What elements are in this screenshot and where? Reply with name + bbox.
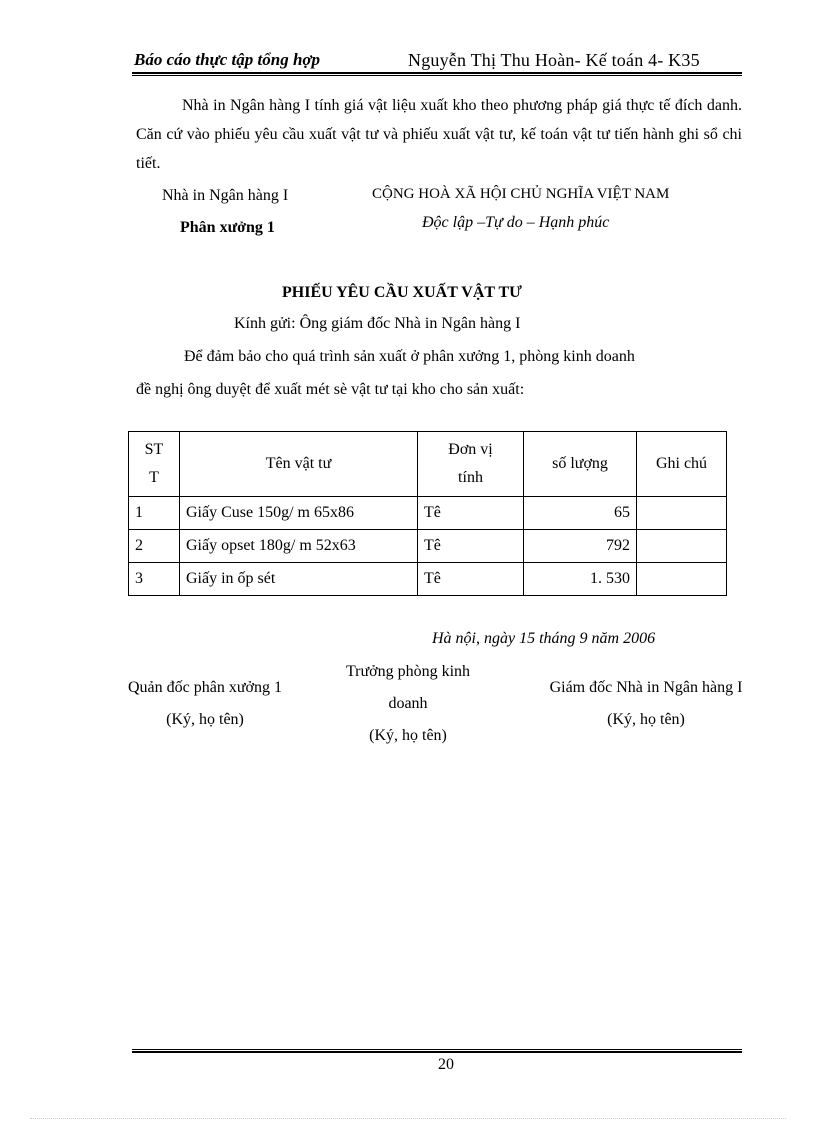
- org-name: Nhà in Ngân hàng I: [162, 187, 289, 204]
- signature-note: (Ký, họ tên): [369, 727, 447, 744]
- row-name: Giấy Cuse 150g/ m 65x86: [180, 497, 418, 530]
- table-row: [129, 497, 727, 530]
- table-row: [129, 563, 727, 596]
- header-stt-line2: T: [149, 469, 159, 486]
- footer-rule: [132, 1049, 742, 1053]
- row-note: [637, 530, 727, 563]
- row-unit: Tê: [418, 530, 524, 563]
- materials-table: [128, 431, 727, 596]
- national-title: CỘNG HOÀ XÃ HỘI CHỦ NGHĨA VIỆT NAM: [372, 186, 670, 202]
- page-number: 20: [438, 1056, 454, 1073]
- table-header-row: [129, 432, 727, 497]
- header-name: Tên vật tư: [180, 432, 418, 497]
- org-department: Phân xưởng 1: [180, 219, 275, 236]
- intro-paragraph: Nhà in Ngân hàng I tính giá vật liệu xuất kho theo phương pháp giá thực tế đích danh. Căn cứ vào phiếu yêu cầu xuất vật tư và phiếu xuất vật tư, kế toán vật tư tiến hành ghi sổ chi tiết.: [136, 97, 742, 172]
- form-request-line1: Để đảm bảo cho quá trình sản xuất ở phân xưởng 1, phòng kinh doanh: [184, 348, 635, 365]
- form-addressee: Kính gửi: Ông giám đốc Nhà in Ngân hàng I: [234, 315, 521, 332]
- signature-title-line1: Trưởng phòng kinh: [345, 663, 471, 680]
- header-stt-line1: ST: [144, 441, 164, 458]
- form-title: PHIẾU YÊU CẦU XUẤT VẬT TƯ: [282, 284, 522, 301]
- header-qty: số lượng: [524, 432, 637, 497]
- signature-note: (Ký, họ tên): [166, 711, 244, 728]
- signature-title-line2: doanh: [388, 695, 428, 712]
- row-name: Giấy in ốp sét: [180, 563, 418, 596]
- row-qty: 65: [524, 497, 637, 530]
- signature-title: Quản đốc phân xưởng 1: [128, 679, 282, 696]
- header-unit-line2: tính: [458, 469, 483, 486]
- row-qty: 792: [524, 530, 637, 563]
- national-motto: Độc lập –Tự do – Hạnh phúc: [422, 214, 610, 231]
- signature-note: (Ký, họ tên): [607, 711, 685, 728]
- row-stt: 2: [129, 530, 180, 563]
- header-report-title: Báo cáo thực tập tổng hợp: [134, 50, 321, 69]
- form-request-line2: đề nghị ông duyệt để xuất mét sè vật tư tại kho cho sản xuất:: [136, 381, 525, 398]
- row-qty: 1. 530: [524, 563, 637, 596]
- header-author: Nguyễn Thị Thu Hoàn- Kế toán 4- K35: [408, 50, 700, 70]
- signature-workshop-manager: [100, 672, 310, 736]
- header-rule: [132, 72, 742, 76]
- signature-title: Giám đốc Nhà in Ngân hàng I: [549, 679, 743, 696]
- page-edge-divider: [30, 1118, 786, 1119]
- header-unit: [418, 432, 524, 497]
- date-line: Hà nội, ngày 15 tháng 9 năm 2006: [432, 630, 656, 647]
- row-stt: 3: [129, 563, 180, 596]
- signature-director: [512, 672, 780, 736]
- table-row: [129, 530, 727, 563]
- header-stt: [129, 432, 180, 497]
- row-unit: Tê: [418, 497, 524, 530]
- row-note: [637, 563, 727, 596]
- row-stt: 1: [129, 497, 180, 530]
- header-unit-line1: Đơn vị: [448, 441, 493, 458]
- row-name: Giấy opset 180g/ m 52x63: [180, 530, 418, 563]
- header-note: Ghi chú: [637, 432, 727, 497]
- row-unit: Tê: [418, 563, 524, 596]
- signature-business-head: [320, 656, 496, 752]
- row-note: [637, 497, 727, 530]
